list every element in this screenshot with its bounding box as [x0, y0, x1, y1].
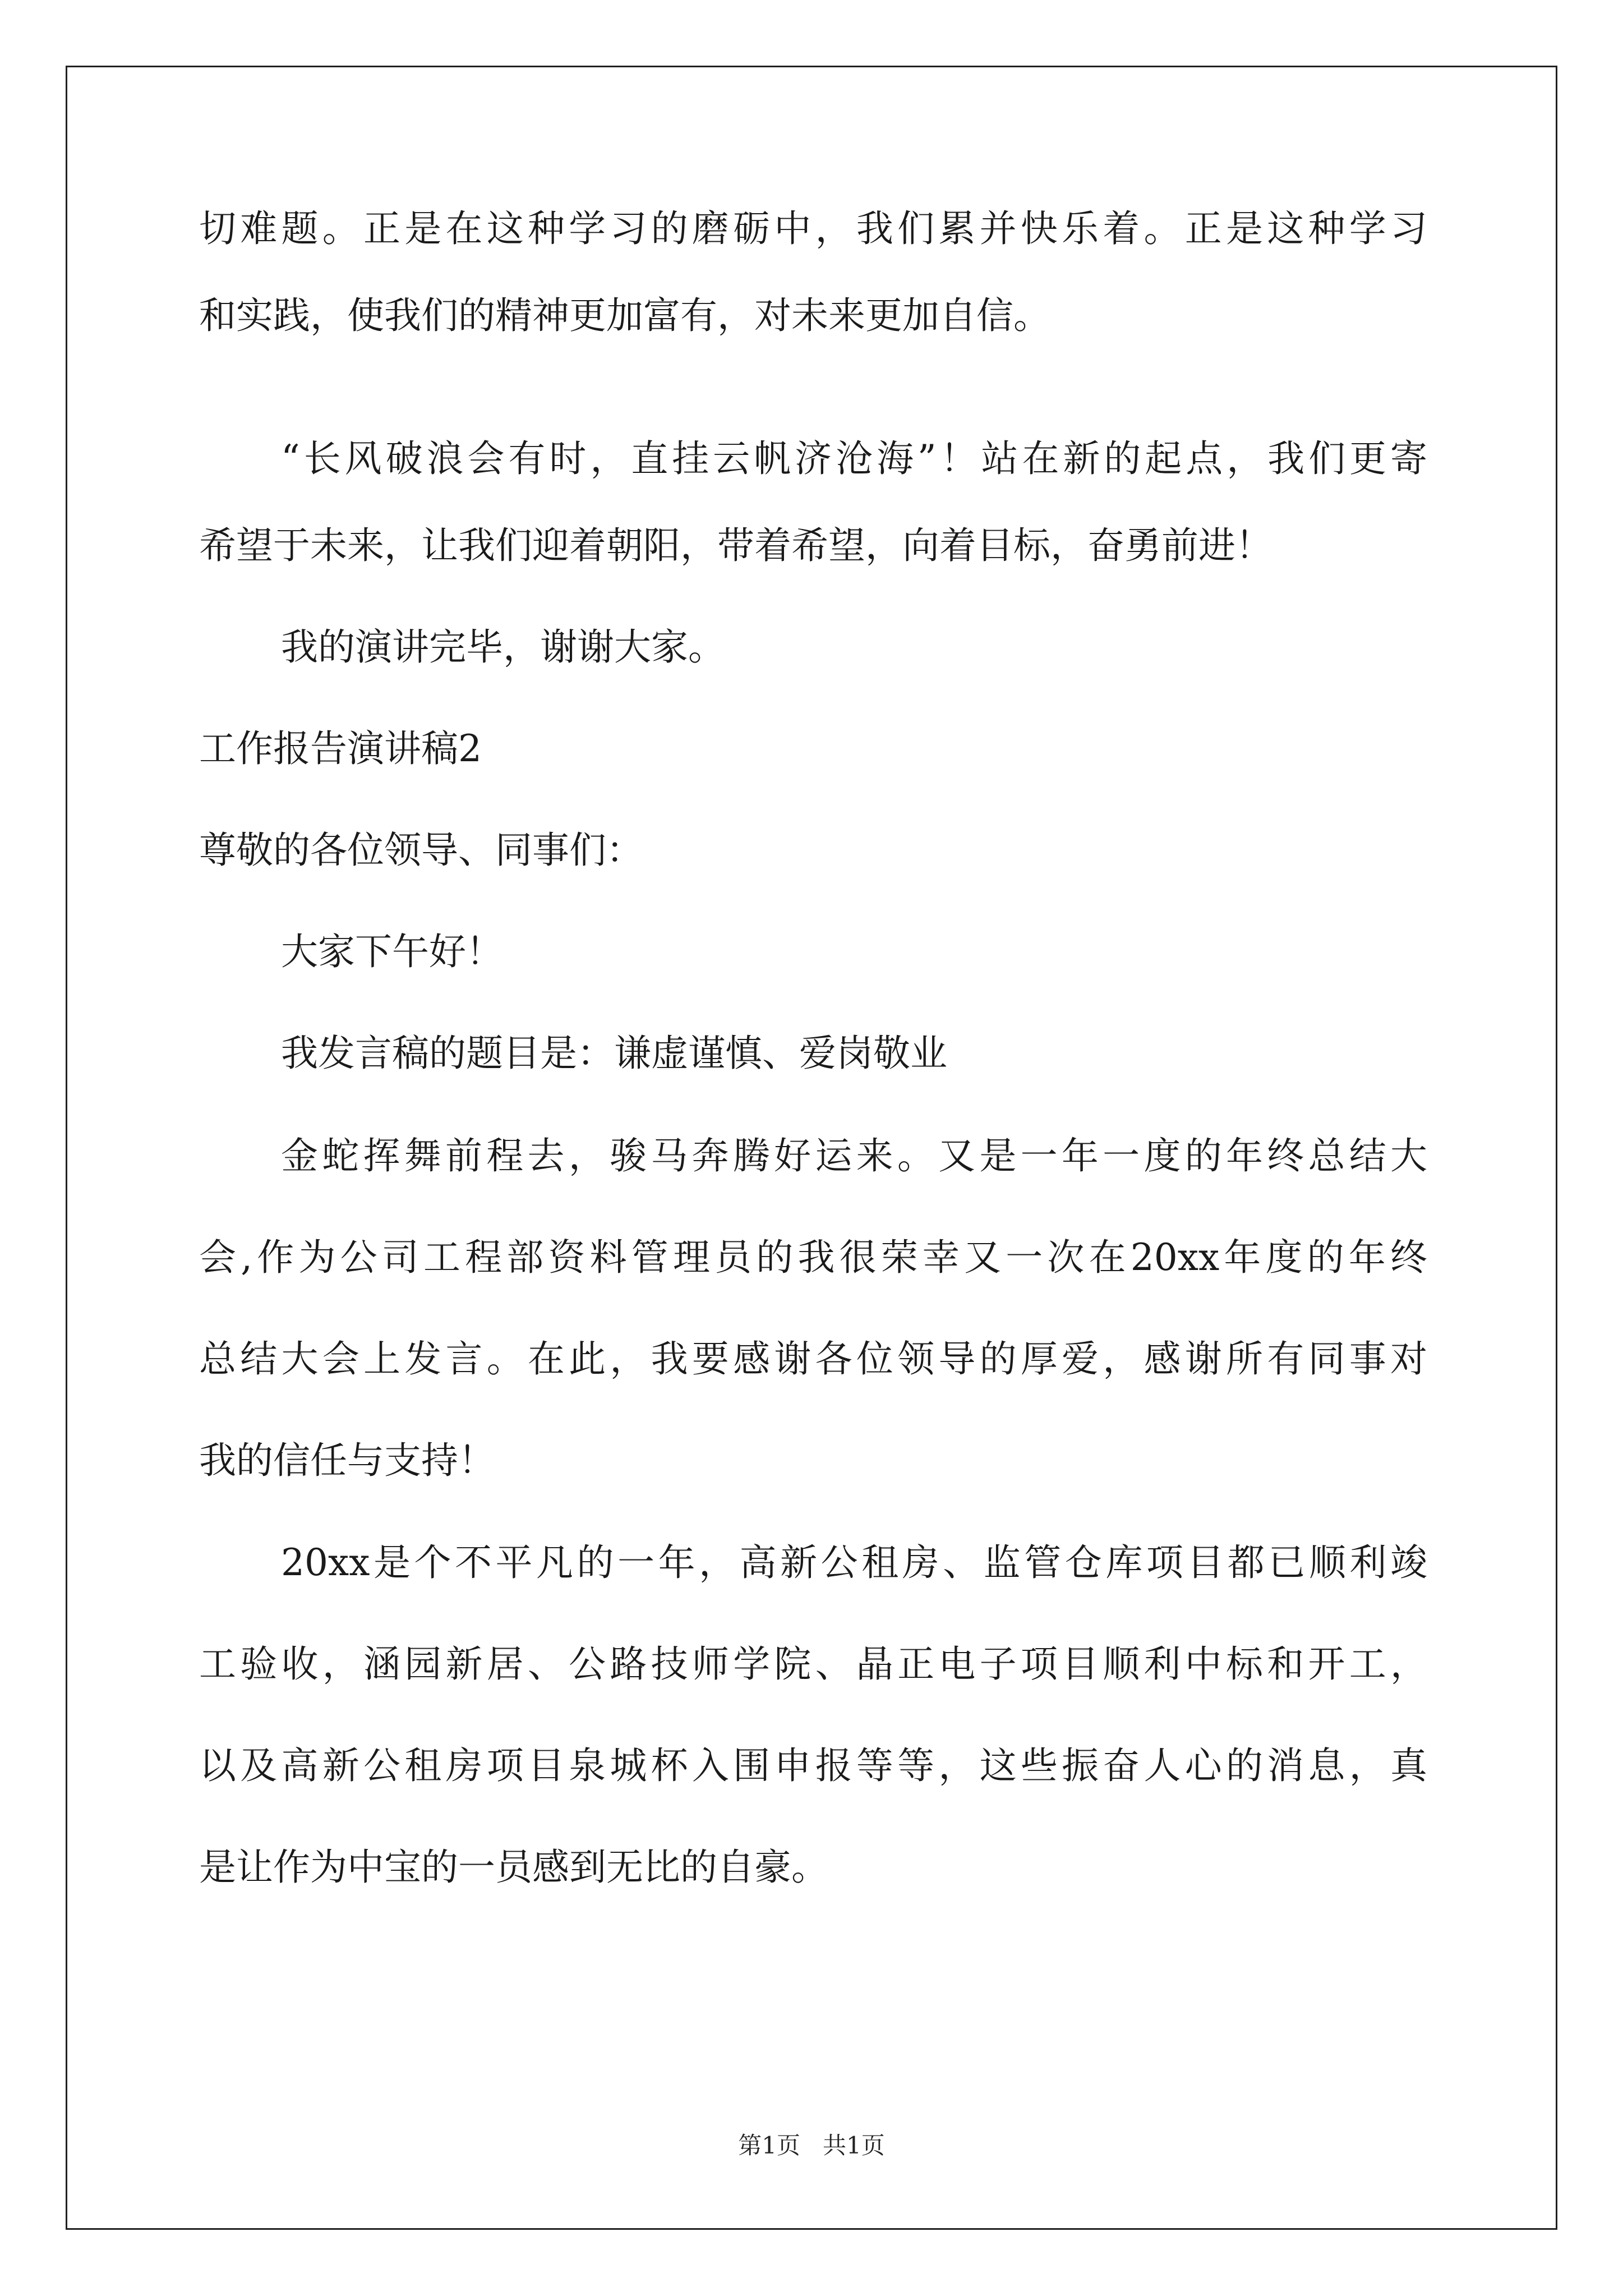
paragraph-line: 我的信任与支持！: [199, 1439, 495, 1482]
paragraph-line: 和实践，使我们的精神更加富有，对未来更加自信。: [199, 294, 1050, 337]
paragraph-line: 切难题。正是在这种学习的磨砺中，我们累并快乐着。正是这种学习: [199, 207, 1427, 250]
salutation-line: 尊敬的各位领导、同事们：: [199, 829, 643, 872]
paragraph-line: 以及高新公租房项目泉城杯入围申报等等，这些振奋人心的消息，真: [199, 1744, 1427, 1787]
paragraph-line: 会,作为公司工程部资料管理员的我很荣幸又一次在20xx年度的年终: [199, 1236, 1427, 1279]
paragraph-line: 希望于未来，让我们迎着朝阳，带着希望，向着目标，奋勇前进！: [199, 524, 1272, 567]
paragraph-line: 20xx是个不平凡的一年，高新公租房、监管仓库项目都已顺利竣: [281, 1541, 1427, 1584]
topic-line: 我发言稿的题目是：谦虚谨慎、爱岗敬业: [281, 1032, 947, 1075]
section-heading: 工作报告演讲稿2: [199, 727, 482, 770]
paragraph-line: 工验收，涵园新居、公路技师学院、晶正电子项目顺利中标和开工，: [199, 1642, 1427, 1686]
greeting-line: 大家下午好！: [281, 930, 503, 973]
paragraph-line: 金蛇挥舞前程去，骏马奔腾好运来。又是一年一度的年终总结大: [281, 1134, 1427, 1177]
paragraph-line: 是让作为中宝的一员感到无比的自豪。: [199, 1846, 828, 1889]
paragraph-line: “长风破浪会有时，直挂云帆济沧海”！站在新的起点，我们更寄: [281, 437, 1427, 480]
paragraph-line: 我的演讲完毕，谢谢大家。: [281, 625, 725, 669]
paragraph-line: 总结大会上发言。在此，我要感谢各位领导的厚爱，感谢所有同事对: [199, 1337, 1427, 1381]
page-number-footer: 第1页 共1页: [738, 2132, 885, 2159]
